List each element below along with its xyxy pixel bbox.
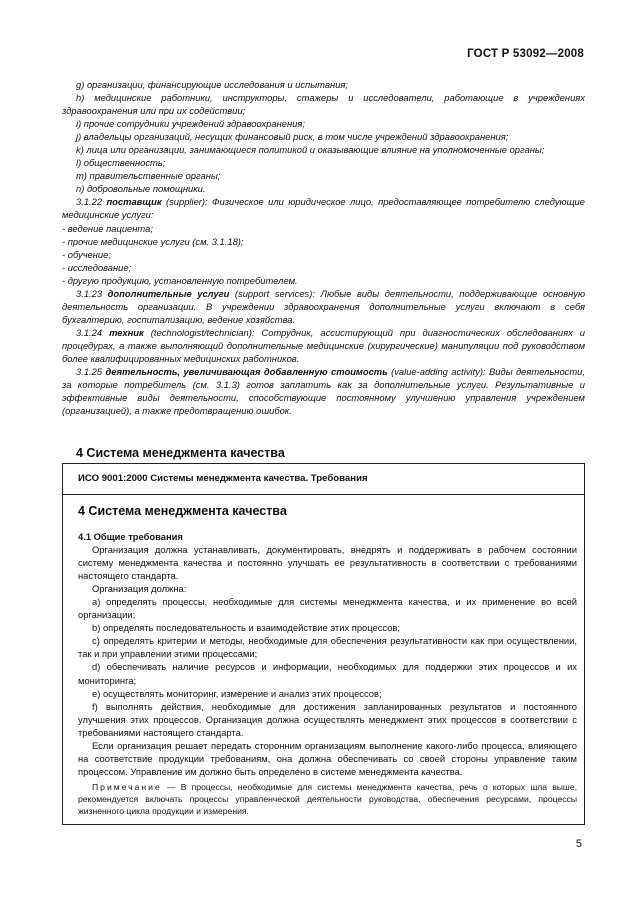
paragraph: Организация должна: bbox=[92, 583, 187, 595]
note-label: Примечание bbox=[92, 781, 162, 792]
page-number: 5 bbox=[575, 838, 582, 850]
list-item: - другую продукцию, установленную потребителем. bbox=[62, 274, 298, 286]
list-item: g) организации, финансирующие исследования и испытания; bbox=[76, 79, 349, 90]
definition-number: 3.1.24 bbox=[76, 326, 110, 338]
list-item: n) добровольные помощники. bbox=[76, 183, 206, 195]
list-item: h) медицинские работники, инструкторы, стажеры и исследователи, работающие в учреждениях здравоохранения или при их содействии; bbox=[62, 92, 585, 117]
list-item: k) лица или организации, занимающиеся политикой и оказывающие влияние на уполномоченные органы; bbox=[76, 144, 545, 156]
list-item: d) обеспечивать наличие ресурсов и информации, необходимых для поддержки этих процессов и их мониторинга; bbox=[78, 661, 577, 686]
definition-text: (support services): Любые виды деятельности, поддерживающие основную деятельность организации. В учреждении здравоохранения дополнительные услуги включают в себя бухгалтерию, госпитализацию, ведение хозяйства. bbox=[62, 287, 586, 325]
list-item: - прочие медицинские услуги (см. 3.1.18); bbox=[62, 235, 244, 247]
list-item: - обучение; bbox=[62, 248, 111, 260]
list-item: e) осуществлять мониторинг, измерение и анализ этих процессов; bbox=[92, 687, 382, 699]
paragraph: Организация должна устанавливать, документировать, внедрять и поддерживать в рабочем состоянии систему менеджмента качества и постоянно улучшать ее результативность в соответствии с требованиями настоящего стандарта. bbox=[78, 544, 577, 582]
definition-3-1-25 bbox=[62, 365, 585, 417]
definition-text: (supplier): Физическое или юридическое лицо, предоставляющее потребителю следующие медицинские услуги: bbox=[62, 196, 585, 221]
list-item: - исследование; bbox=[62, 261, 132, 273]
note-text: — В процессы, необходимые для системы менеджмента качества, речь о которых шла выше, рекомендуется включать процессы управленческой деятельности руководства, обеспечения ресурсами, процессы жизненного цикла продукции и измерения. bbox=[78, 781, 577, 816]
list-item: m) правительственные органы; bbox=[76, 170, 221, 182]
definition-3-1-24 bbox=[62, 326, 585, 365]
definition-3-1-23 bbox=[62, 287, 585, 326]
definition-term: техник bbox=[109, 326, 144, 338]
document-id-header: ГОСТ Р 53092—2008 bbox=[467, 48, 584, 60]
iso-quote-box bbox=[62, 463, 585, 825]
definition-text: (technologist/technician): Сотрудник, ассистирующий при диагностических обследованиях и процедурах, а также выполняющий дополнительные медицинские (хирургические) манипуляции под руководством более квалифицированных медицинских работников. bbox=[62, 326, 585, 364]
box-section-heading: 4 Система менеджмента качества bbox=[78, 504, 287, 518]
note bbox=[78, 781, 577, 817]
list-item: - ведение пациента; bbox=[62, 222, 153, 234]
list-item: l) общественность; bbox=[76, 157, 166, 169]
definition-3-1-22 bbox=[62, 195, 585, 221]
definition-term: деятельность, увеличивающая добавленную стоимость bbox=[105, 366, 388, 378]
definition-term: поставщик bbox=[106, 196, 162, 208]
list-item: i) прочие сотрудники учреждений здравоохранения; bbox=[76, 118, 305, 130]
list-item: f) выполнять действия, необходимые для достижения запланированных результатов и постоянного улучшения этих процессов. Организация должна осуществлять менеджмент этих процессов в соответствии с требованиями настоящего стандарта. bbox=[78, 700, 577, 738]
box-title: ИСО 9001:2000 Системы менеджмента качества. Требования bbox=[78, 473, 368, 484]
definition-number: 3.1.23 bbox=[76, 287, 108, 299]
definition-number: 3.1.22 bbox=[76, 196, 107, 208]
definition-term: дополнительные услуги bbox=[107, 287, 230, 299]
box-divider bbox=[63, 494, 584, 495]
box-body bbox=[78, 530, 577, 817]
list-item: a) определять процессы, необходимые для системы менеджмента качества, и их применение во всей организации; bbox=[78, 596, 577, 621]
list-item: b) определять последовательность и взаимодействие этих процессов; bbox=[92, 622, 401, 634]
definitions-text bbox=[62, 78, 585, 417]
definition-number: 3.1.25 bbox=[76, 366, 106, 378]
subsection-heading: 4.1 Общие требования bbox=[78, 531, 183, 542]
definition-text: (value-adding activity): Виды деятельности, за которые потребитель (см. 3.1.3) готов заплатить как за дополнительные услуги. Результативные и эффективные виды деятельности, способствующие постоянному улучшению управления учреждением (организацией), а также предотвращению ошибок. bbox=[62, 366, 585, 417]
paragraph: Если организация решает передать сторонним организациям выполнение какого-либо процесса, влияющего на соответствие продукции требованиям, она должна обеспечивать со своей стороны управление таким процессом. Управление им должно быть определено в системе менеджмента качества. bbox=[78, 739, 577, 777]
section-heading: 4 Система менеджмента качества bbox=[76, 446, 285, 460]
list-item: c) определять критерии и методы, необходимые для обеспечения результативности как при осуществлении, так и при управлении этими процессами; bbox=[78, 635, 577, 660]
list-item: j) владельцы организаций, несущих финансовый риск, в том числе учреждений здравоохранения; bbox=[76, 131, 509, 143]
